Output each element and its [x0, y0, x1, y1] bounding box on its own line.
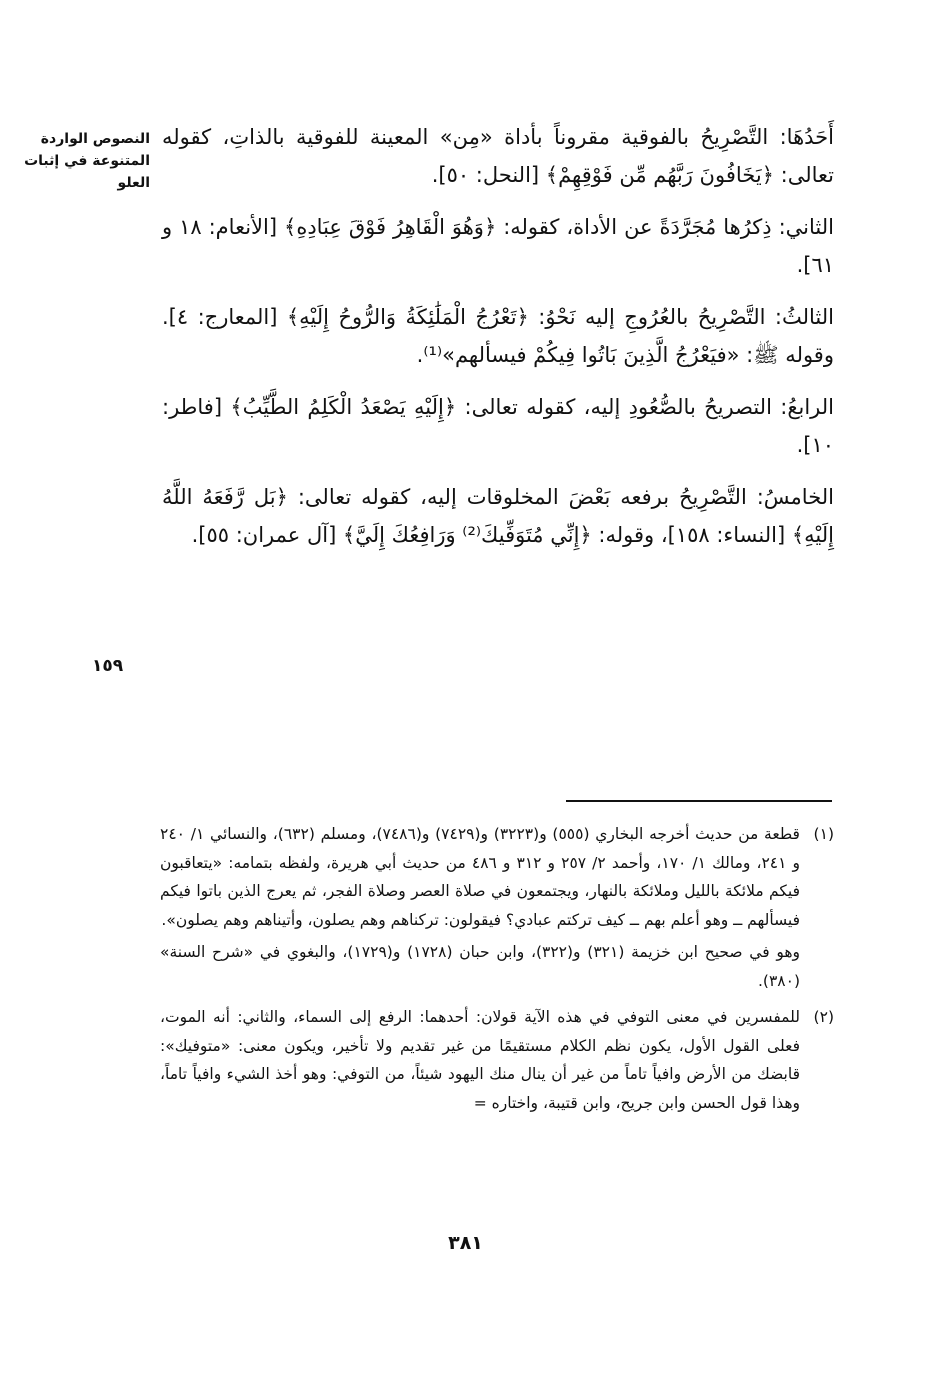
paragraph-third: الثالثُ: التَّصْرِيحُ بالعُرُوجِ إليه نَحْوُ: ﴿تَعْرُجُ الْمَلَٰئِكَةُ وَالرُّوحُ إِلَيْهِ﴾ [المعارج: ٤]. وقوله ﷺ: «فيَعْرُجُ الَّذِينَ بَاتُوا فِيكُمْ فيسألهم»⁽¹⁾.: [162, 305, 834, 367]
footnote-1: [160, 820, 834, 999]
footnote-body: [160, 820, 800, 999]
paragraph-second: الثاني: ذِكرُها مُجَرَّدَةً عن الأداة، كقوله: ﴿وَهُوَ الْقَاهِرُ فَوْقَ عِبَادِهِ﴾ [الأنعام: ١٨ و ٦١].: [162, 215, 834, 277]
paragraph-fourth: الرابعُ: التصريحُ بالصُّعُودِ إليه، كقوله تعالى: ﴿إِلَيْهِ يَصْعَدُ الْكَلِمُ الطَّيِّبُ﴾ [فاطر: ١٠].: [162, 395, 834, 457]
footnote-number: (٢): [813, 1008, 834, 1026]
margin-heading: النصوص الواردة المتنوعة في إثبات العلو: [24, 131, 150, 191]
footnote-paragraph: قطعة من حديث أخرجه البخاري (٥٥٥) و(٣٢٢٣) و(٧٤٢٩) و(٧٤٨٦)، ومسلم (٦٣٢)، والنسائي ١/ ٢٤٠ و ٢٤١، ومالك ١/ ١٧٠، وأحمد ٢/ ٢٥٧ و ٣١٢ و ٤٨٦ من حديث أبي هريرة، ولفظه بتمامه: «يتعاقبون فيكم ملائكة بالليل وملائكة بالنهار، ويجتمعون في صلاة العصر وصلاة الفجر، ثم يعرج الذين باتوا فيكم فيسألهم ــ وهو أعلم بهم ــ كيف تركتم عبادي؟ فيقولون: تركناهم وهم يصلون، وأتيناهم وهم يصلون».: [160, 825, 800, 929]
paragraph-fifth: الخامسُ: التَّصْرِيحُ برفعه بَعْضَ المخلوقات إليه، كقوله تعالى: ﴿بَل رَّفَعَهُ اللَّهُ إِلَيْهِ﴾ [النساء: ١٥٨]، وقوله: ﴿إِنِّي مُتَوَفِّيكَ⁽²⁾ وَرَافِعُكَ إِلَيَّ﴾ [آل عمران: ٥٥].: [162, 485, 834, 547]
footnote-divider: [566, 800, 832, 802]
paragraph-first: أَحَدُهَا: التَّصْرِيحُ بالفوقية مقروناً بأداة «مِن» المعينة للفوقية بالذاتِ، كقوله تعالى: ﴿يَخَافُونَ رَبَّهُم مِّن فَوْقِهِمْ﴾ [النحل: ٥٠].: [162, 125, 834, 187]
footnote-number: (١): [813, 825, 834, 843]
margin-reference-number: ١٥٩: [92, 656, 124, 676]
footnote-paragraph: للمفسرين في معنى التوفي في هذه الآية قولان: أحدهما: الرفع إلى السماء، والثاني: أنه الموت، فعلى القول الأول، يكون نظم الكلام مستقيمًا من غير تقديم ولا تأخير، ويكون معنى: «متوفيك»: قابضك من الأرض وافياً تاماً من غير أن ينال منك اليهود شيئاً، من التوفي: وهو أخذ الشيء وافياً تاماً، وهذا قول الحسن وابن جريح، وابن قتيبة، واختاره =: [160, 1008, 800, 1112]
footnotes: [160, 820, 834, 1125]
footnote-body: [160, 1003, 800, 1121]
main-text: [162, 118, 834, 568]
footnote-paragraph: وهو في صحيح ابن خزيمة (٣٢١) و(٣٢٢)، وابن حبان (١٧٢٨) و(١٧٢٩)، والبغوي في «شرح السنة» (٣٨٠).: [160, 943, 801, 990]
footnote-2: [160, 1003, 834, 1121]
page-number: ٣٨١: [448, 1232, 483, 1254]
